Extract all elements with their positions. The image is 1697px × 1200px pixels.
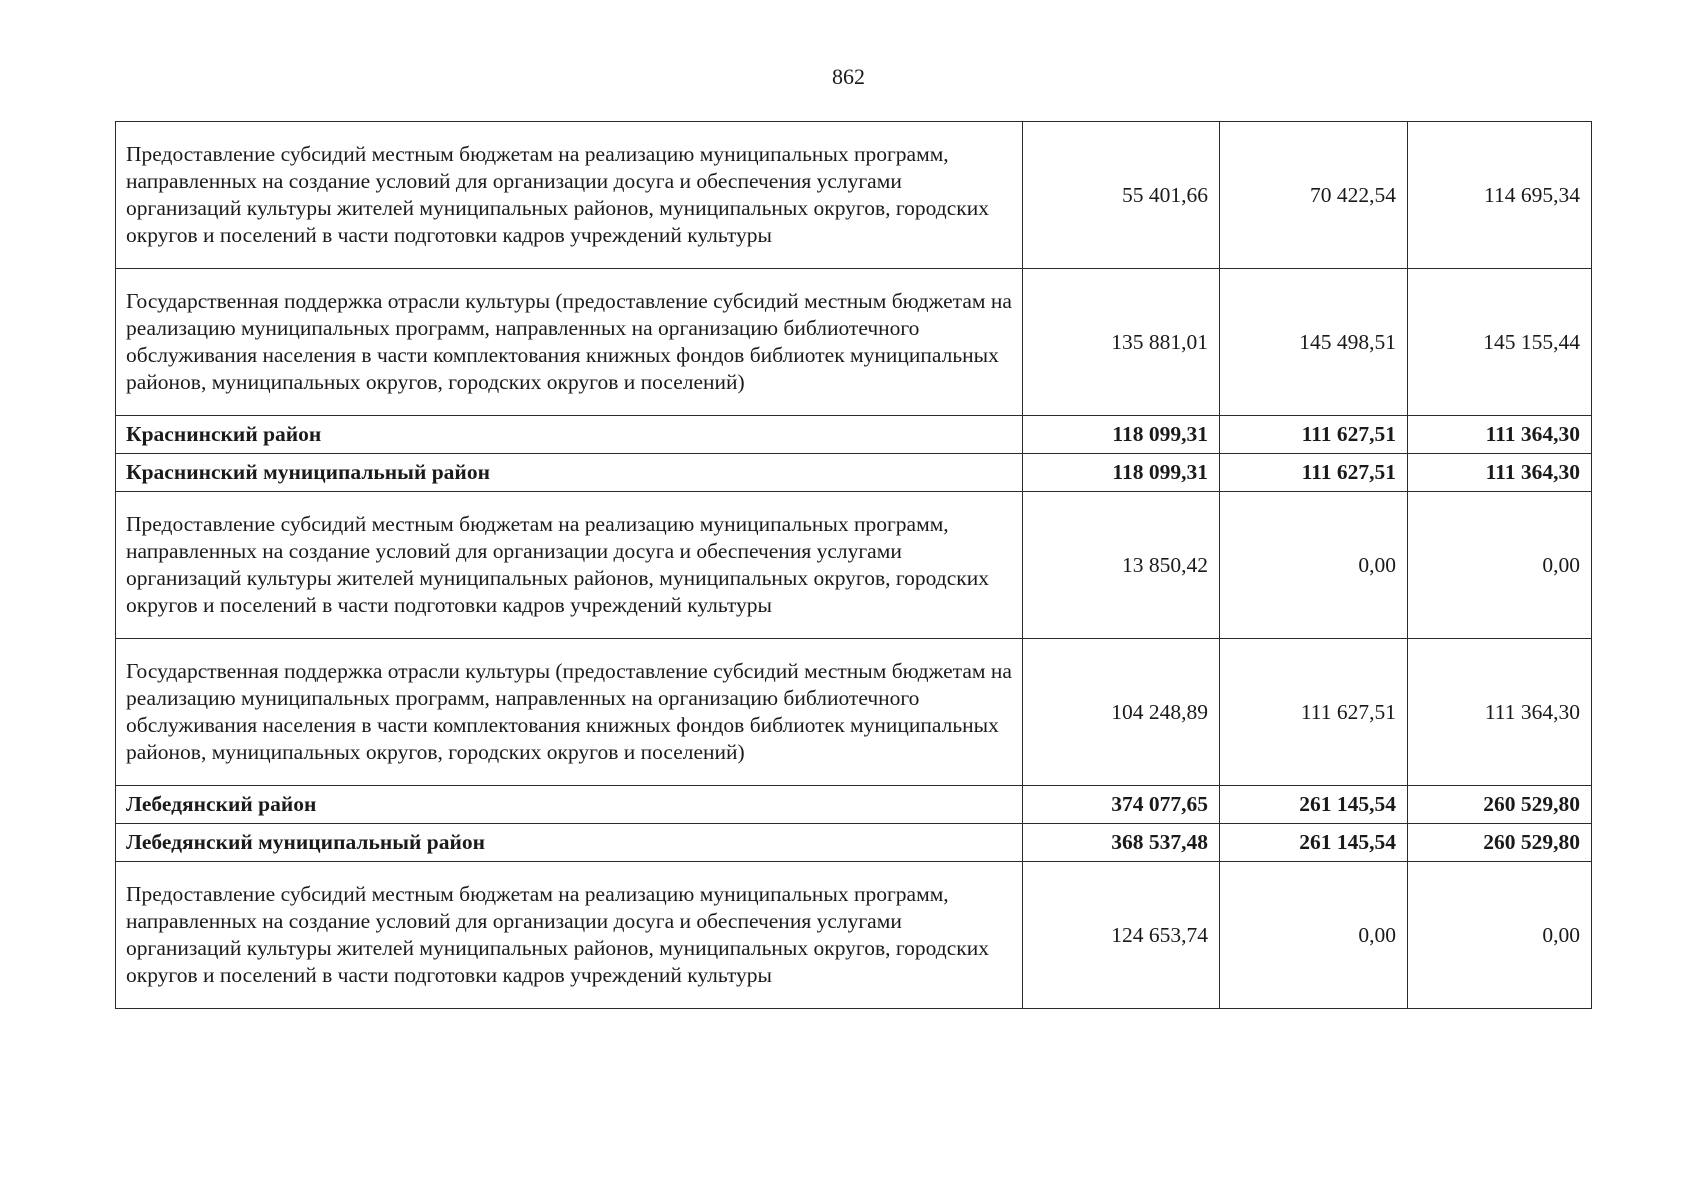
row-value-3: 111 364,30 <box>1408 639 1592 786</box>
row-value-3: 260 529,80 <box>1408 786 1592 824</box>
row-value-1: 118 099,31 <box>1023 416 1220 454</box>
row-value-2: 0,00 <box>1220 862 1408 1009</box>
table-row <box>116 639 1592 786</box>
row-value-3: 0,00 <box>1408 862 1592 1009</box>
row-value-2: 111 627,51 <box>1220 639 1408 786</box>
budget-table <box>115 121 1592 1009</box>
row-value-3: 260 529,80 <box>1408 824 1592 862</box>
table-row <box>116 122 1592 269</box>
row-value-3: 111 364,30 <box>1408 454 1592 492</box>
row-value-1: 374 077,65 <box>1023 786 1220 824</box>
table-row <box>116 492 1592 639</box>
table-row-total <box>116 416 1592 454</box>
row-label: Краснинский муниципальный район <box>116 454 1023 492</box>
row-value-1: 55 401,66 <box>1023 122 1220 269</box>
row-value-1: 13 850,42 <box>1023 492 1220 639</box>
table-row <box>116 269 1592 416</box>
row-value-2: 111 627,51 <box>1220 454 1408 492</box>
row-value-3: 114 695,34 <box>1408 122 1592 269</box>
row-label: Лебедянский муниципальный район <box>116 824 1023 862</box>
row-label: Предоставление субсидий местным бюджетам на реализацию муниципальных программ, направленных на создание условий для организации досуга и обеспечения услугами организаций культуры жителей муниципальных районов, муниципальных округов, городских округов и поселений в части подготовки кадров учреждений культуры <box>116 122 1023 269</box>
row-label: Краснинский район <box>116 416 1023 454</box>
table-row-total <box>116 454 1592 492</box>
row-value-1: 118 099,31 <box>1023 454 1220 492</box>
row-value-2: 111 627,51 <box>1220 416 1408 454</box>
table-row-total <box>116 786 1592 824</box>
row-value-2: 70 422,54 <box>1220 122 1408 269</box>
row-label: Предоставление субсидий местным бюджетам на реализацию муниципальных программ, направленных на создание условий для организации досуга и обеспечения услугами организаций культуры жителей муниципальных районов, муниципальных округов, городских округов и поселений в части подготовки кадров учреждений культуры <box>116 492 1023 639</box>
row-value-2: 0,00 <box>1220 492 1408 639</box>
row-label: Государственная поддержка отрасли культуры (предоставление субсидий местным бюджетам на реализацию муниципальных программ, направленных на организацию библиотечного обслуживания населения в части комплектования книжных фондов библиотек муниципальных районов, муниципальных округов, городских округов и поселений) <box>116 269 1023 416</box>
row-label: Лебедянский район <box>116 786 1023 824</box>
row-value-1: 104 248,89 <box>1023 639 1220 786</box>
row-value-2: 261 145,54 <box>1220 824 1408 862</box>
row-value-1: 124 653,74 <box>1023 862 1220 1009</box>
row-label: Предоставление субсидий местным бюджетам на реализацию муниципальных программ, направленных на создание условий для организации досуга и обеспечения услугами организаций культуры жителей муниципальных районов, муниципальных округов, городских округов и поселений в части подготовки кадров учреждений культуры <box>116 862 1023 1009</box>
table-row <box>116 862 1592 1009</box>
row-value-2: 261 145,54 <box>1220 786 1408 824</box>
table-row-total <box>116 824 1592 862</box>
page-number: 862 <box>832 64 865 89</box>
row-value-2: 145 498,51 <box>1220 269 1408 416</box>
row-value-1: 135 881,01 <box>1023 269 1220 416</box>
row-value-3: 111 364,30 <box>1408 416 1592 454</box>
row-label: Государственная поддержка отрасли культуры (предоставление субсидий местным бюджетам на реализацию муниципальных программ, направленных на организацию библиотечного обслуживания населения в части комплектования книжных фондов библиотек муниципальных районов, муниципальных округов, городских округов и поселений) <box>116 639 1023 786</box>
row-value-3: 145 155,44 <box>1408 269 1592 416</box>
row-value-1: 368 537,48 <box>1023 824 1220 862</box>
row-value-3: 0,00 <box>1408 492 1592 639</box>
